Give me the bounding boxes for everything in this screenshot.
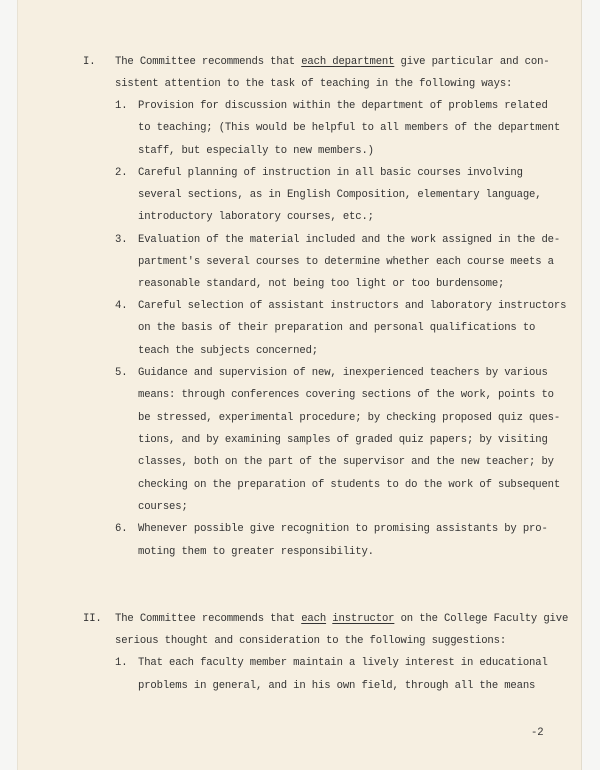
section2-intro-line: The Committee recommends that each instructor on the College Faculty give (115, 613, 569, 625)
list-item-number: 3. (115, 234, 128, 246)
list-item-number: 2. (115, 167, 128, 179)
list-item-line: on the basis of their preparation and personal qualifications to (138, 322, 536, 334)
list-item-line: teach the subjects concerned; (138, 345, 319, 357)
list-item-line: introductory laboratory courses, etc.; (138, 211, 374, 223)
list-item-number: 4. (115, 300, 128, 312)
section-numeral: I. (83, 56, 96, 68)
list-item-number: 1. (115, 100, 128, 112)
emphasis-each-department: each department (301, 56, 395, 68)
list-item-line: Whenever possible give recognition to promising assistants by pro- (138, 523, 548, 535)
list-item-line: That each faculty member maintain a lively interest in educational (138, 657, 548, 669)
list-item-line: classes, both on the part of the supervisor and the new teacher; by (138, 456, 554, 468)
list-item-number: 6. (115, 523, 128, 535)
list-item-line: Provision for discussion within the department of problems related (138, 100, 548, 112)
list-item-line: several sections, as in English Composition, elementary language, (138, 189, 542, 201)
list-item-line: staff, but especially to new members.) (138, 145, 374, 157)
emphasis-instructor: instructor (332, 613, 395, 625)
list-item-line: be stressed, experimental procedure; by checking proposed quiz ques- (138, 412, 561, 424)
section1-intro-line: sistent attention to the task of teaching in the following ways: (115, 78, 513, 90)
section1-intro-line: The Committee recommends that each department give particular and con- (115, 56, 550, 68)
page-number: -2 (531, 727, 544, 739)
list-item-line: to teaching; (This would be helpful to all members of the department (138, 122, 561, 134)
document-page (18, 0, 581, 770)
list-item-line: reasonable standard, not being too light or too burdensome; (138, 278, 505, 290)
list-item-line: means: through conferences covering sections of the work, points to (138, 389, 554, 401)
list-item-line: checking on the preparation of students to do the work of subsequent (138, 479, 561, 491)
list-item-line: partment's several courses to determine whether each course meets a (138, 256, 554, 268)
list-item-line: moting them to greater responsibility. (138, 546, 374, 558)
section2-intro-line: serious thought and consideration to the following suggestions: (115, 635, 507, 647)
list-item-line: Careful selection of assistant instructors and laboratory instructors (138, 300, 567, 312)
list-item-number: 5. (115, 367, 128, 379)
list-item-line: tions, and by examining samples of graded quiz papers; by visiting (138, 434, 548, 446)
list-item-line: Careful planning of instruction in all basic courses involving (138, 167, 523, 179)
list-item-line: problems in general, and in his own field, through all the means (138, 680, 536, 692)
list-item-line: Evaluation of the material included and the work assigned in the de- (138, 234, 561, 246)
list-item-number: 1. (115, 657, 128, 669)
list-item-line: Guidance and supervision of new, inexperienced teachers by various (138, 367, 548, 379)
section-numeral: II. (83, 613, 102, 625)
emphasis-each: each (301, 613, 327, 625)
list-item-line: courses; (138, 501, 188, 513)
